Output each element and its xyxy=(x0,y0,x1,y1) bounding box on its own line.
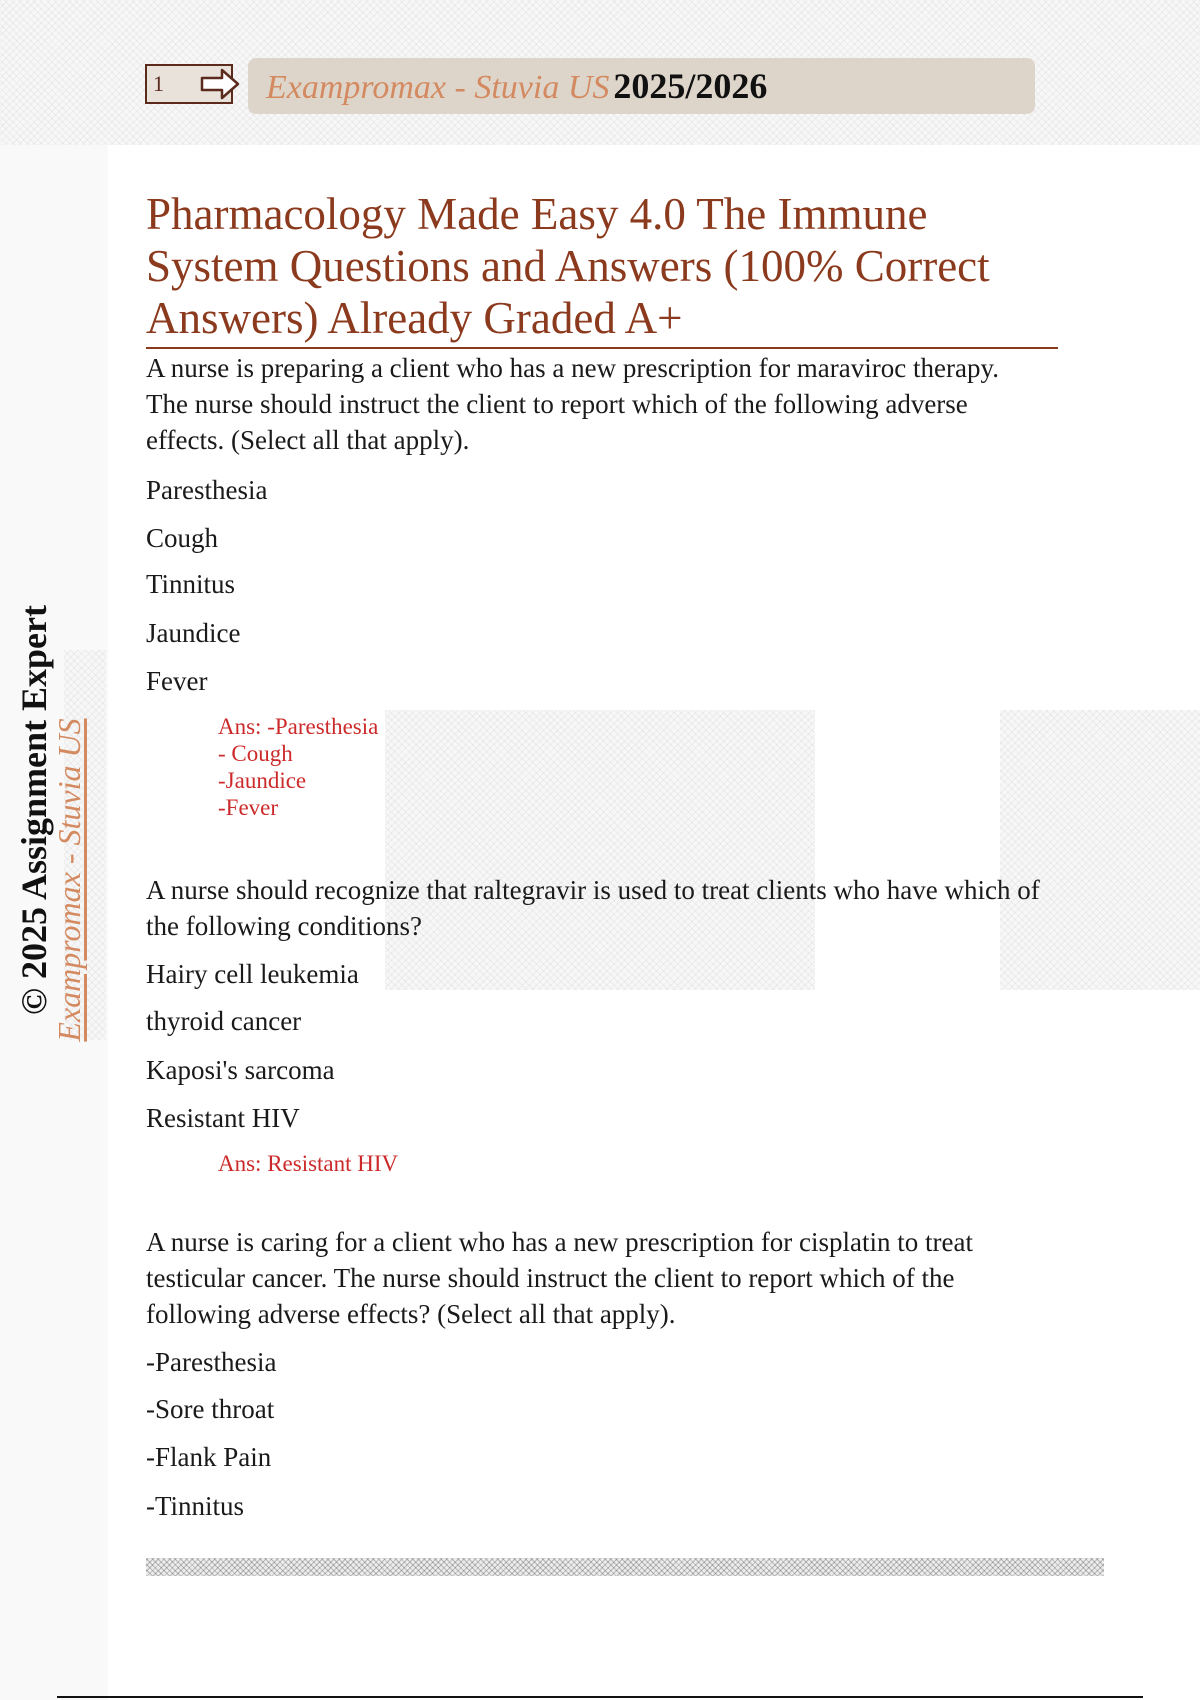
question-1-option: Jaundice xyxy=(146,618,241,648)
footer-rule xyxy=(57,1696,1143,1698)
background-pattern-patch xyxy=(385,710,815,990)
question-2-option: Resistant HIV xyxy=(146,1103,300,1133)
question-2-option: Kaposi's sarcoma xyxy=(146,1055,335,1085)
question-2-option: Hairy cell leukemia xyxy=(146,959,359,989)
answer-line: - Cough xyxy=(218,741,293,766)
question-1-option: Paresthesia xyxy=(146,475,268,505)
question-3-prompt: A nurse is caring for a client who has a new prescription for cisplatin to treat testicular cancer. The nurse should instruct the client to report which of the following adverse effects? (Select all that apply). xyxy=(146,1227,973,1329)
question-2-answer xyxy=(218,1150,398,1177)
header-brand: Exampromax - Stuvia US xyxy=(266,69,610,106)
question-3-option: -Paresthesia xyxy=(146,1347,277,1377)
question-3-option: -Flank Pain xyxy=(146,1442,272,1472)
answer-line: -Fever xyxy=(218,795,279,820)
background-pattern-patch xyxy=(1000,710,1200,990)
sidebar-copyright: © 2025 Assignment Expert xyxy=(14,605,54,1015)
document-title: Pharmacology Made Easy 4.0 The Immune System Questions and Answers (100% Correct Answers) Already Graded A+ xyxy=(146,189,990,343)
question-1-prompt: A nurse is preparing a client who has a new prescription for maraviroc therapy. The nurse should instruct the client to report which of the following adverse effects. (Select all that apply). xyxy=(146,353,999,455)
question-1-option: Cough xyxy=(146,523,219,553)
page-number: 1 xyxy=(153,71,164,96)
answer-line: Ans: -Paresthesia xyxy=(218,714,379,739)
question-1-option: Tinnitus xyxy=(146,569,236,599)
question-3-option: -Tinnitus xyxy=(146,1491,245,1521)
sidebar-brand: Exampromax - Stuvia US xyxy=(51,718,87,1042)
question-3-option: -Sore throat xyxy=(146,1394,275,1424)
question-2-option: thyroid cancer xyxy=(146,1006,302,1036)
header-year: 2025/2026 xyxy=(613,66,768,106)
decorative-divider xyxy=(146,1558,1104,1576)
question-1-option: Fever xyxy=(146,666,208,696)
question-1-answer xyxy=(218,713,378,821)
arrow-right-icon xyxy=(200,66,240,102)
answer-line: Ans: Resistant HIV xyxy=(218,1151,399,1176)
answer-line: -Jaundice xyxy=(218,768,307,793)
question-2-prompt: A nurse should recognize that raltegravir is used to treat clients who have which of the following conditions? xyxy=(146,875,1040,941)
header-banner xyxy=(248,58,1035,114)
title-underline xyxy=(146,347,1058,349)
